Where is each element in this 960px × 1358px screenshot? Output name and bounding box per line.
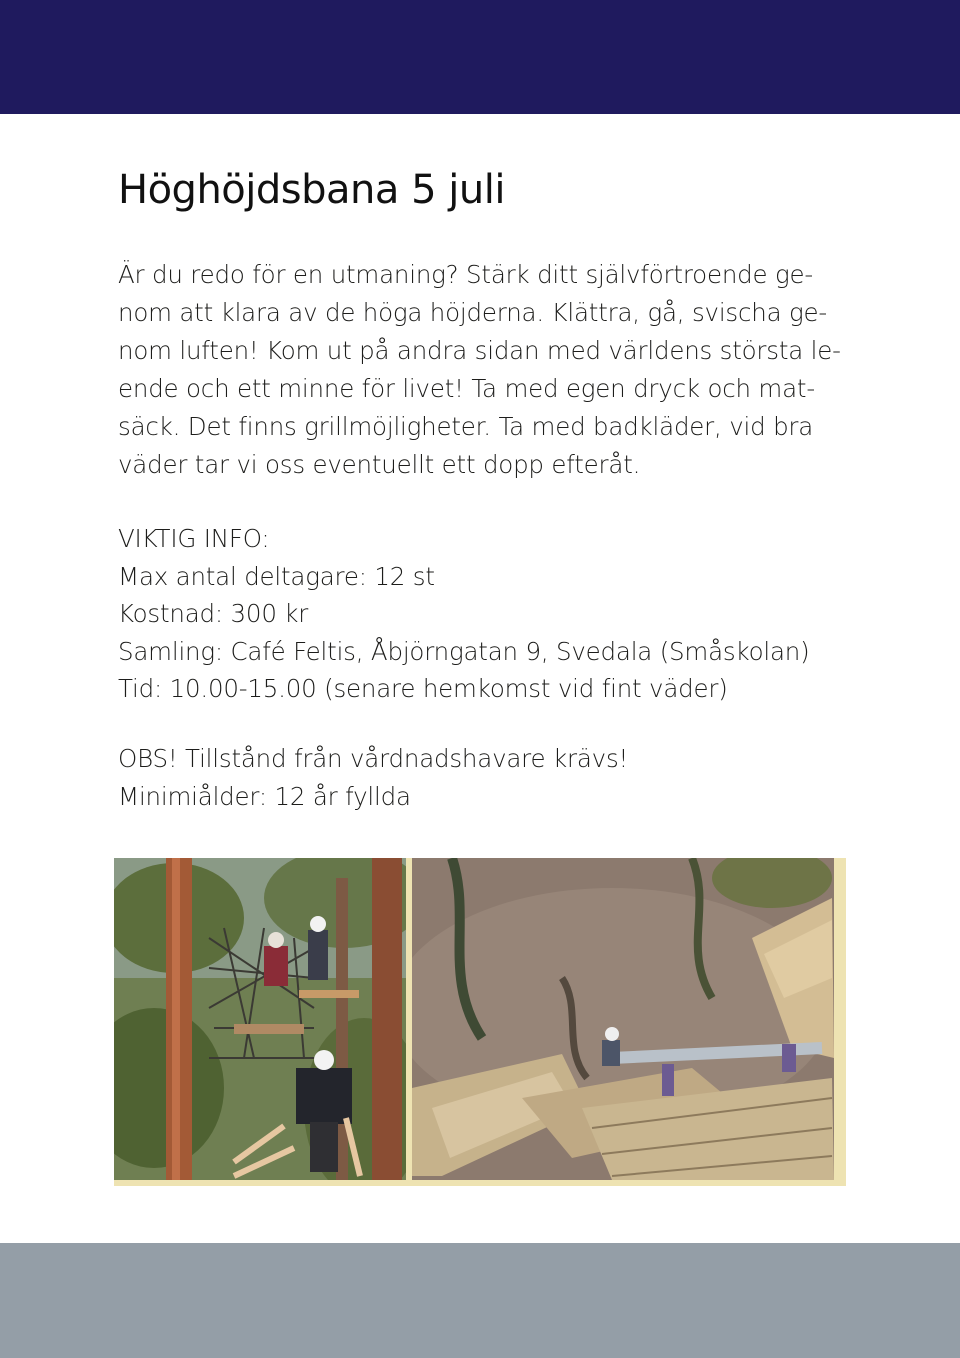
zipline-image — [412, 858, 834, 1180]
intro-paragraph — [118, 256, 858, 484]
intro-line: nom att klara av de höga höjderna. Klättra, gå, svischa ge- — [118, 298, 828, 327]
meeting-place: Samling: Café Feltis, Åbjörngatan 9, Svedala (Småskolan) — [118, 636, 810, 666]
cost: Kostnad: 300 kr — [118, 599, 309, 628]
photo-rope-course — [114, 858, 406, 1180]
intro-line: väder tar vi oss eventuellt ett dopp efteråt. — [118, 450, 641, 479]
bottom-footer-band — [0, 1243, 960, 1358]
important-info — [118, 520, 858, 708]
time: Tid: 10.00-15.00 (senare hemkomst vid fint väder) — [118, 674, 728, 703]
top-header-band — [0, 0, 960, 114]
photo-strip — [114, 858, 846, 1186]
photo-zipline — [412, 858, 834, 1180]
notice — [118, 740, 858, 816]
info-heading: VIKTIG INFO: — [118, 524, 270, 553]
intro-line: säck. Det finns grillmöjligheter. Ta med badkläder, vid bra — [118, 412, 814, 441]
max-participants: Max antal deltagare: 12 st — [118, 561, 435, 591]
intro-line: nom luften! Kom ut på andra sidan med världens största le- — [118, 336, 841, 365]
permission-notice: OBS! Tillstånd från vårdnadshavare krävs! — [118, 743, 629, 773]
minimum-age: Minimiålder: 12 år fyllda — [118, 781, 411, 811]
page-title: Höghöjdsbana 5 juli — [118, 167, 505, 213]
intro-line: ende och ett minne för livet! Ta med egen dryck och mat- — [118, 374, 815, 403]
main-content — [118, 160, 858, 816]
rope-course-image — [114, 858, 406, 1180]
intro-line: Är du redo för en utmaning? Stärk ditt självförtroende ge- — [118, 260, 813, 289]
